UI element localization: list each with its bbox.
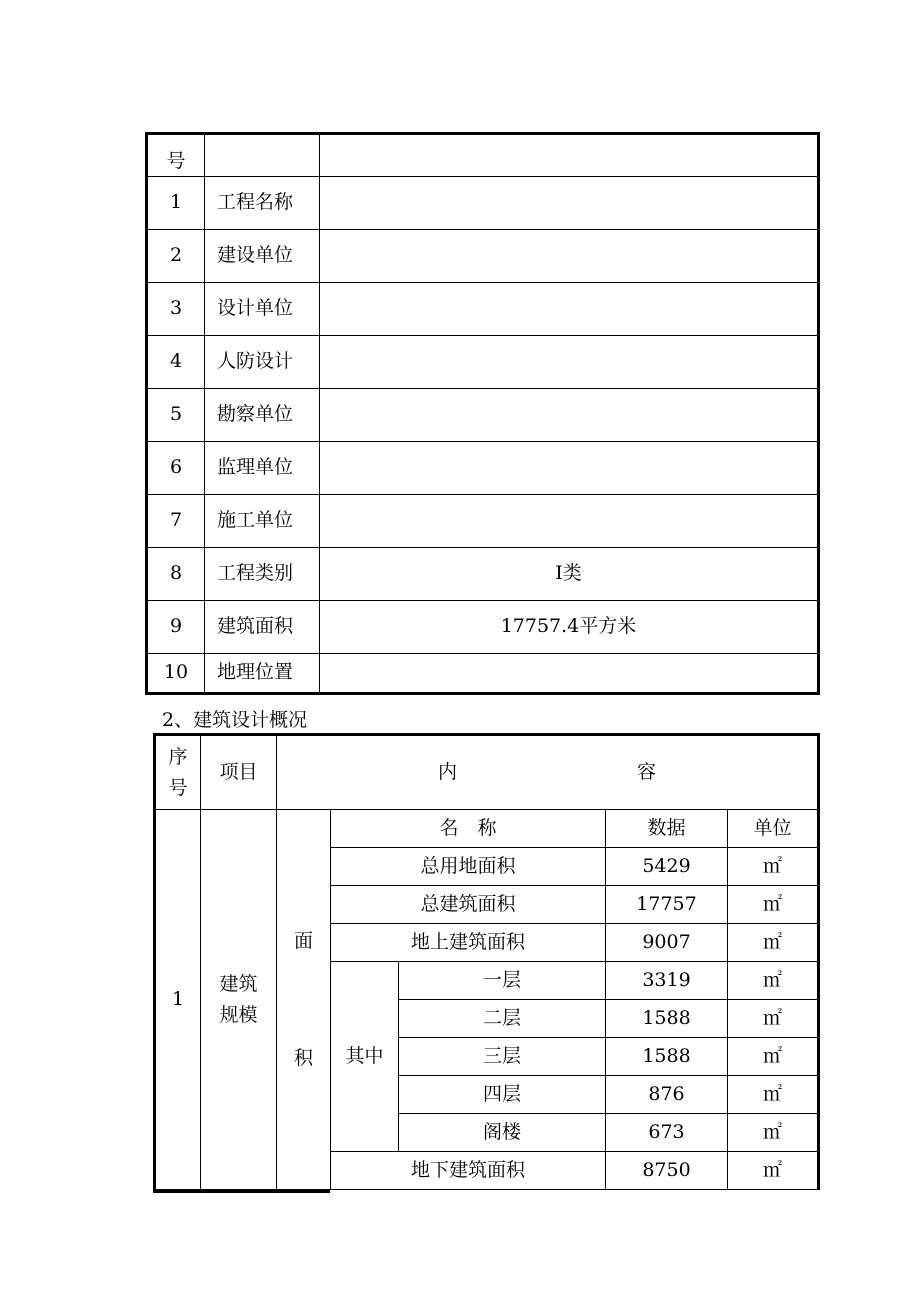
- area-label-cell: [277, 810, 331, 1190]
- subheader-name: 名 称: [331, 810, 606, 848]
- subheader-data: 数据: [606, 810, 728, 848]
- row-item: 施工单位: [205, 495, 320, 548]
- row-data: 8750: [606, 1152, 728, 1190]
- row-no: 7: [147, 495, 205, 548]
- row-value: [320, 654, 819, 694]
- row-value: [320, 442, 819, 495]
- row-unit: ㎡: [728, 848, 819, 886]
- row-value: [320, 230, 819, 283]
- floor-unit: ㎡: [728, 1076, 819, 1114]
- row-item: 人防设计: [205, 336, 320, 389]
- floor-unit: ㎡: [728, 1000, 819, 1038]
- table-row: [147, 336, 819, 389]
- row-value: [320, 283, 819, 336]
- header-content-right: 容: [637, 760, 657, 783]
- table-row: [147, 389, 819, 442]
- table-row: [147, 654, 819, 694]
- area-label-bottom: 积: [293, 1046, 313, 1069]
- floor-data: 673: [606, 1114, 728, 1152]
- header-no-cell: 号: [147, 134, 205, 177]
- row-value: Ⅰ类: [320, 548, 819, 601]
- header-content-cell: [277, 735, 819, 810]
- header-no-cell: [155, 735, 201, 810]
- floor-name: 一层: [399, 962, 606, 1000]
- header-content-left: 内: [437, 760, 457, 783]
- table-row: [147, 495, 819, 548]
- floor-unit: ㎡: [728, 1114, 819, 1152]
- row-unit: ㎡: [728, 886, 819, 924]
- row-item: 工程类别: [205, 548, 320, 601]
- row-item: 设计单位: [205, 283, 320, 336]
- table-row: [147, 134, 819, 177]
- table-header-row: [155, 735, 819, 810]
- floor-data: 1588: [606, 1000, 728, 1038]
- row-data: 5429: [606, 848, 728, 886]
- floor-name: 阁楼: [399, 1114, 606, 1152]
- header-item-cell: [205, 134, 320, 177]
- table-row: [147, 177, 819, 230]
- floor-unit: ㎡: [728, 962, 819, 1000]
- row-data: 9007: [606, 924, 728, 962]
- table-row: [147, 548, 819, 601]
- row-unit: ㎡: [728, 1152, 819, 1190]
- table-row: [147, 442, 819, 495]
- header-no-text: 序号: [168, 746, 188, 799]
- section-title: 2、建筑设计概况: [162, 709, 308, 731]
- row-item: 监理单位: [205, 442, 320, 495]
- row-no: 5: [147, 389, 205, 442]
- row-no: 10: [147, 654, 205, 694]
- row-value: [320, 336, 819, 389]
- floor-name: 三层: [399, 1038, 606, 1076]
- row-no: 3: [147, 283, 205, 336]
- project-info-table: [145, 132, 820, 695]
- row-no: 1: [147, 177, 205, 230]
- table-row: [155, 810, 819, 848]
- row-value: [320, 177, 819, 230]
- among-label-cell: 其中: [331, 962, 399, 1152]
- row-value: [320, 389, 819, 442]
- row-no: 4: [147, 336, 205, 389]
- row-no-cell: 1: [155, 810, 201, 1190]
- floor-data: 1588: [606, 1038, 728, 1076]
- row-no: 6: [147, 442, 205, 495]
- floor-name: 四层: [399, 1076, 606, 1114]
- row-data: 17757: [606, 886, 728, 924]
- table-row: [147, 230, 819, 283]
- subheader-unit: 单位: [728, 810, 819, 848]
- row-name: 地下建筑面积: [331, 1152, 606, 1190]
- building-design-table: [153, 733, 820, 1190]
- floor-data: 876: [606, 1076, 728, 1114]
- row-name: 总建筑面积: [331, 886, 606, 924]
- table-row: [147, 283, 819, 336]
- area-label-top: 面: [293, 929, 313, 952]
- row-unit: ㎡: [728, 924, 819, 962]
- header-value-cell: [320, 134, 819, 177]
- row-name: 总用地面积: [331, 848, 606, 886]
- row-item: 地理位置: [205, 654, 320, 694]
- row-no: 9: [147, 601, 205, 654]
- floor-data: 3319: [606, 962, 728, 1000]
- floor-unit: ㎡: [728, 1038, 819, 1076]
- table-bottom-border: [153, 1190, 330, 1193]
- row-item-text: 建筑规模: [219, 973, 258, 1026]
- table-row: [147, 601, 819, 654]
- row-item: 勘察单位: [205, 389, 320, 442]
- row-item: 工程名称: [205, 177, 320, 230]
- row-name: 地上建筑面积: [331, 924, 606, 962]
- floor-name: 二层: [399, 1000, 606, 1038]
- row-value: 17757.4平方米: [320, 601, 819, 654]
- row-item: 建筑面积: [205, 601, 320, 654]
- row-no: 8: [147, 548, 205, 601]
- header-item-cell: 项目: [201, 735, 277, 810]
- row-item-cell: [201, 810, 277, 1190]
- row-no: 2: [147, 230, 205, 283]
- row-value: [320, 495, 819, 548]
- row-item: 建设单位: [205, 230, 320, 283]
